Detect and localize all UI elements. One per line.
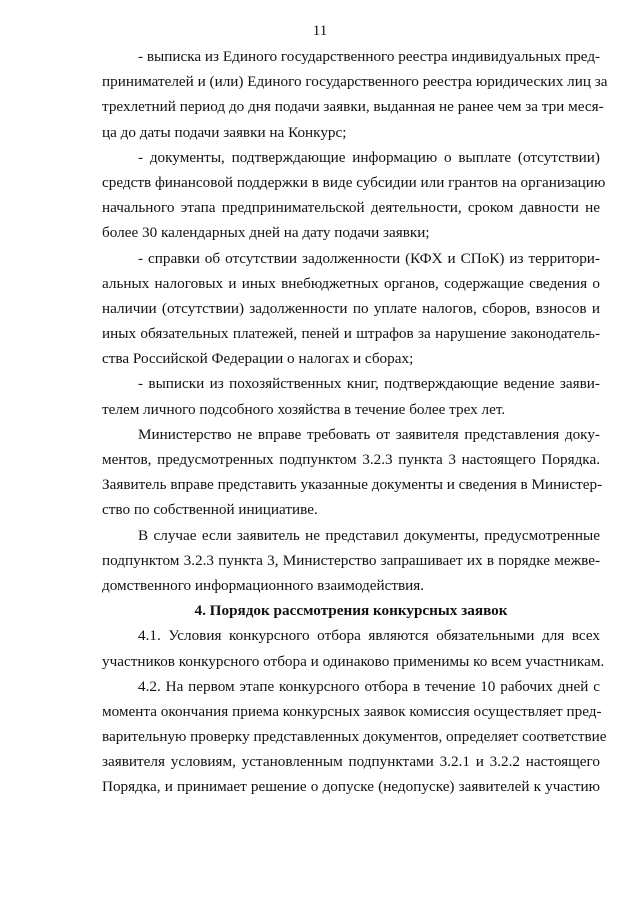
text-line: - документы, подтверждающие информацию о выплате (отсутствии) <box>138 148 600 166</box>
text-line: ство по собственной инициативе. <box>102 501 318 519</box>
page-number: 11 <box>312 23 328 39</box>
text-line: более 30 календарных дней на дату подачи заявки; <box>102 224 430 242</box>
text-line: наличии (отсутствии) задолженности по уплате налогов, сборов, взносов и <box>102 299 600 317</box>
text-line: - выписка из Единого государственного реестра индивидуальных пред- <box>138 48 601 65</box>
text-line: Министерство не вправе требовать от заявителя представления доку- <box>138 425 600 443</box>
text-line: 4.2. На первом этапе конкурсного отбора в течение 10 рабочих дней с <box>138 677 600 695</box>
text-line: иных обязательных платежей, пеней и штрафов за нарушение законодатель- <box>102 325 600 343</box>
text-line: альных налоговых и иных внебюджетных органов, содержащие сведения о <box>102 274 600 292</box>
text-line: ства Российской Федерации о налогах и сборах; <box>102 350 414 368</box>
document-body <box>102 44 608 800</box>
text-line: трехлетний период до дня подачи заявки, выданная не ранее чем за три меся- <box>102 98 604 116</box>
text-line: ца до даты подачи заявки на Конкурс; <box>102 123 347 141</box>
text-line: начального этапа предпринимательской деятельности, сроком давности не <box>102 199 600 217</box>
text-line: подпунктом 3.2.3 пункта 3, Министерство запрашивает их в порядке межве- <box>102 551 600 569</box>
text-line: Порядка, и принимает решение о допуске (недопуске) заявителей к участию <box>102 778 600 796</box>
text-line: телем личного подсобного хозяйства в течение более трех лет. <box>102 400 506 418</box>
text-line: ментов, предусмотренных подпунктом 3.2.3 пункта 3 настоящего Порядка. <box>102 451 600 468</box>
text-line: варительную проверку представленных документов, определяет соответствие <box>102 728 607 746</box>
text-line: - справки об отсутствии задолженности (КФХ и СПоК) из территори- <box>138 249 600 267</box>
text-line: принимателей и (или) Единого государственного реестра юридических лиц за <box>102 73 608 91</box>
text-line: Заявитель вправе представить указанные документы и сведения в Министер- <box>102 476 603 494</box>
text-line: средств финансовой поддержки в виде субсидии или грантов на организацию <box>102 173 606 191</box>
text-line: домственного информационного взаимодействия. <box>102 576 425 594</box>
text-line: момента окончания приема конкурсных заявок комиссия осуществляет пред- <box>102 702 602 720</box>
text-line: - выписки из похозяйственных книг, подтверждающие ведение заяви- <box>138 375 600 393</box>
text-line: В случае если заявитель не представил документы, предусмотренные <box>138 526 600 544</box>
text-line: заявителя условиям, установленным подпунктами 3.2.1 и 3.2.2 настоящего <box>102 753 600 771</box>
text-line: 4.1. Условия конкурсного отбора являются обязательными для всех <box>138 627 600 645</box>
section-heading: 4. Порядок рассмотрения конкурсных заявок <box>194 602 508 620</box>
text-line: участников конкурсного отбора и одинаково применимы ко всем участникам. <box>102 652 605 670</box>
